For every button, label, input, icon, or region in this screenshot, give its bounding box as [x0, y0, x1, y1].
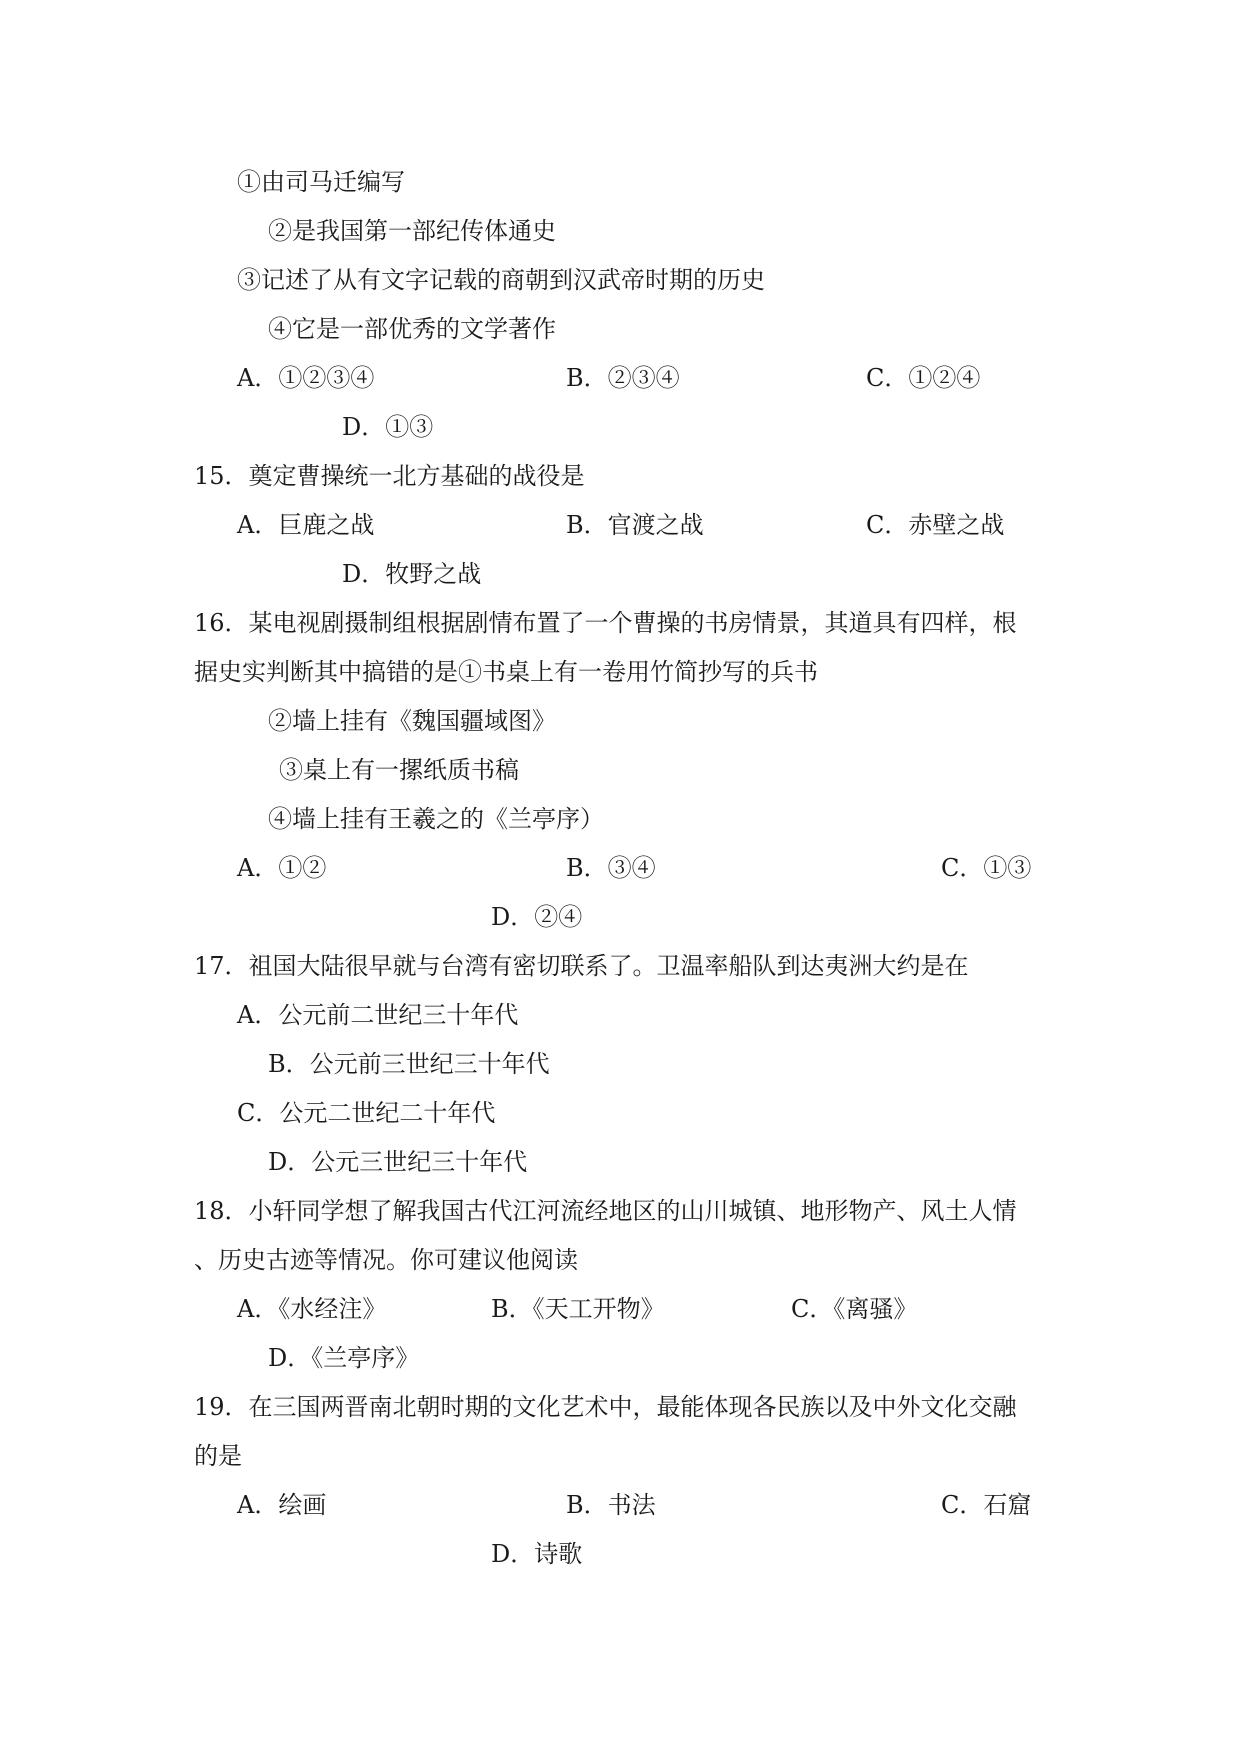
q16-option-d: D．②④ — [491, 903, 583, 931]
q16-option-b: B．③④ — [566, 854, 656, 882]
q14-statement-2: ②是我国第一部纪传体通史 — [268, 217, 556, 245]
q16-statement-4: ④墙上挂有王羲之的《兰亭序） — [268, 805, 604, 833]
q14-statement-4: ④它是一部优秀的文学著作 — [268, 315, 556, 343]
q19-option-c: C．石窟 — [941, 1491, 1032, 1519]
q14-option-b: B．②③④ — [566, 364, 680, 392]
q14-statement-3: ③记述了从有文字记载的商朝到汉武帝时期的历史 — [237, 266, 765, 294]
q18-option-a: A．《水经注》 — [237, 1295, 387, 1323]
q17-option-d: D．公元三世纪三十年代 — [268, 1148, 528, 1176]
q19-option-b: B．书法 — [566, 1491, 656, 1519]
q17-option-b: B．公元前三世纪三十年代 — [268, 1050, 550, 1078]
q14-option-c: C．①②④ — [866, 364, 981, 392]
q14-option-d: D．①③ — [342, 413, 434, 441]
q15-option-b: B．官渡之战 — [566, 511, 704, 539]
q19-option-a: A．绘画 — [237, 1491, 327, 1519]
q16-stem-line-2: 据史实判断其中搞错的是①书桌上有一卷用竹简抄写的兵书 — [194, 658, 818, 686]
q18-stem-line-1: 18．小轩同学想了解我国古代江河流经地区的山川城镇、地形物产、风土人情 — [194, 1197, 1017, 1225]
q18-option-b: B．《天工开物》 — [491, 1295, 665, 1323]
q15-option-d: D．牧野之战 — [342, 560, 482, 588]
q14-statement-1: ①由司马迁编写 — [237, 168, 405, 196]
q15-stem: 15．奠定曹操统一北方基础的战役是 — [194, 462, 585, 490]
q19-option-d: D．诗歌 — [491, 1540, 583, 1568]
q16-stem-line-1: 16．某电视剧摄制组根据剧情布置了一个曹操的书房情景，其道具有四样，根 — [194, 609, 1017, 637]
q17-stem: 17．祖国大陆很早就与台湾有密切联系了。卫温率船队到达夷洲大约是在 — [194, 952, 969, 980]
q18-stem-line-2: 、历史古迹等情况。你可建议他阅读 — [194, 1246, 578, 1274]
q17-option-c: C．公元二世纪二十年代 — [237, 1099, 496, 1127]
q17-option-a: A．公元前二世纪三十年代 — [237, 1001, 519, 1029]
q16-option-a: A．①② — [237, 854, 327, 882]
q15-option-a: A．巨鹿之战 — [237, 511, 375, 539]
q16-statement-3: ③桌上有一摞纸质书稿 — [279, 756, 519, 784]
q15-option-c: C．赤壁之战 — [866, 511, 1005, 539]
q18-option-d: D．《兰亭序》 — [268, 1344, 420, 1372]
q16-option-c: C．①③ — [941, 854, 1032, 882]
q16-statement-2: ②墙上挂有《魏国疆域图》 — [268, 707, 556, 735]
q18-option-c: C．《离骚》 — [791, 1295, 918, 1323]
q19-stem-line-1: 19．在三国两晋南北朝时期的文化艺术中，最能体现各民族以及中外文化交融 — [194, 1393, 1017, 1421]
q14-option-a: A．①②③④ — [237, 364, 375, 392]
q19-stem-line-2: 的是 — [194, 1442, 242, 1470]
